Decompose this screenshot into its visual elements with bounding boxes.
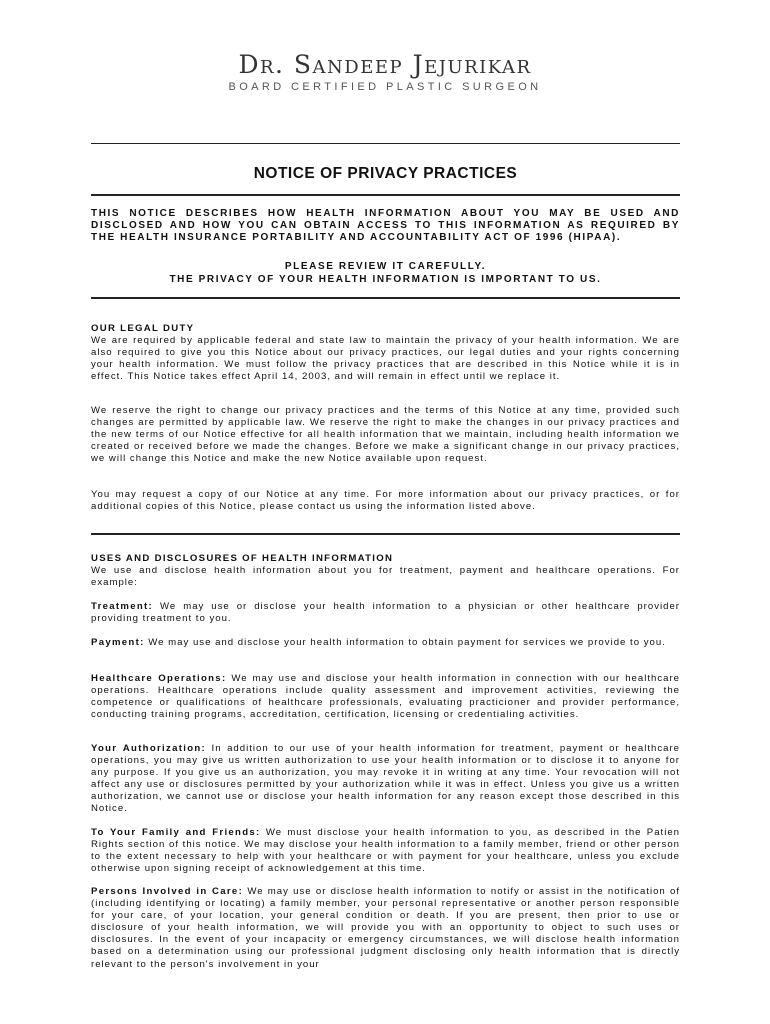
divider-top — [91, 143, 680, 144]
item-family-and-friends — [91, 827, 680, 875]
item-term: Persons Involved in Care: — [91, 886, 244, 897]
item-term: Payment: — [91, 637, 145, 648]
item-treatment — [91, 601, 680, 625]
notice-description: THIS NOTICE DESCRIBES HOW HEALTH INFORMATION ABOUT YOU MAY BE USED AND DISCLOSED AND HOW YOU CAN OBTAIN ACCESS TO THIS INFORMATION AS REQUIRED BY THE HEALTH INSURANCE PORTABILITY AND ACCOUNTABILITY ACT OF 1996 (HIPAA). — [91, 208, 680, 244]
divider-intro — [91, 297, 680, 299]
item-term: To Your Family and Friends: — [91, 827, 261, 838]
item-term: Your Authorization: — [91, 743, 207, 754]
practice-tagline: BOARD CERTIFIED PLASTIC SURGEON — [228, 81, 542, 93]
item-text: We may use or disclose health information to notify or assist in the notification of (including identifying or locating) a family member, your personal representative or another person responsible for your care, of your location, your general condition or death. If you are present, then prior to use or disclosure of your health information, we will provide you with an opportunity to object to such uses or disclosures. In the event of your incapacity or emergency circumstances, we will disclose health information based on a determination using our professional judgment disclosing only health information that is directly relevant to the person's involvement in your — [91, 886, 681, 970]
item-your-authorization — [91, 743, 680, 816]
item-persons-involved — [91, 886, 680, 971]
item-payment — [91, 637, 680, 649]
legal-duty-heading: OUR LEGAL DUTY — [91, 323, 195, 334]
review-line-2: THE PRIVACY OF YOUR HEALTH INFORMATION IS IMPORTANT TO US. — [169, 274, 602, 285]
item-term: Healthcare Operations: — [91, 673, 227, 684]
uses-intro: We use and disclose health information about you for treatment, payment and healthcare operations. For example: — [91, 565, 680, 589]
item-text: We may use or disclose your health information to a physician or other healthcare provider providing treatment to you. — [91, 601, 680, 625]
item-text: We may use and disclose your health information in connection with our healthcare operations. Healthcare operations include quality assessment and improvement activities, reviewing the competence or qualifications of healthcare professionals, evaluating practicioner and provider performance, conducting training programs, accreditation, certification, licensing or credentialing activities. — [91, 673, 680, 721]
item-text: In addition to our use of your health information for treatment, payment or healthcare operations, you may give us written authorization to use your health information or to disclose it to anyone for any purpose. If you give us an authorization, you may revoke it in writing at any time. Your revocation will not affect any use or disclosures permitted by your authorization while it was in effect. Unless you give us a written authorization, we cannot use or disclose your health information for any reason except those described in this Notice. — [91, 743, 680, 815]
legal-duty-paragraph-1: We are required by applicable federal and state law to maintain the privacy of your health information. We are also required to give you this Notice about our privacy practices, our legal duties and your rights concerning your health information. We must follow the privacy practices that are described in this Notice while it is in effect. This Notice takes effect April 14, 2003, and will remain in effect until we replace it. — [91, 335, 680, 383]
item-term: Treatment: — [91, 601, 154, 612]
item-healthcare-operations — [91, 673, 680, 721]
legal-duty-paragraph-3: You may request a copy of our Notice at any time. For more information about our privacy practices, or for additional copies of this Notice, please contact us using the information listed above. — [91, 489, 680, 513]
practice-name: Dr. Sandeep Jejurikar — [238, 50, 532, 79]
item-text: We may use and disclose your health information to obtain payment for services we provide to you. — [148, 637, 666, 648]
review-line-1: PLEASE REVIEW IT CAREFULLY. — [284, 261, 487, 272]
divider-title — [91, 194, 680, 196]
item-text: We must disclose your health information to you, as described in the Patien Rights section of this notice. We may disclose your health information to a family member, friend or other person to the extent necessary to help with your healthcare or with payment for your healthcare, unless you exclude otherwise upon signing receipt of acknowledgement at this time. — [91, 827, 681, 875]
page-title: NOTICE OF PRIVACY PRACTICES — [253, 165, 518, 182]
divider-uses — [91, 533, 680, 535]
legal-duty-paragraph-2: We reserve the right to change our privacy practices and the terms of this Notice at any time, provided such changes are permitted by applicable law. We reserve the right to make the changes in our privacy practices and the new terms of our Notice effective for all health information that we maintain, including health information we created or received before we made the changes. Before we make a significant change in our privacy practices, we will change this Notice and make the new Notice available upon request. — [91, 405, 680, 465]
uses-heading: USES AND DISCLOSURES OF HEALTH INFORMATION — [91, 553, 394, 564]
